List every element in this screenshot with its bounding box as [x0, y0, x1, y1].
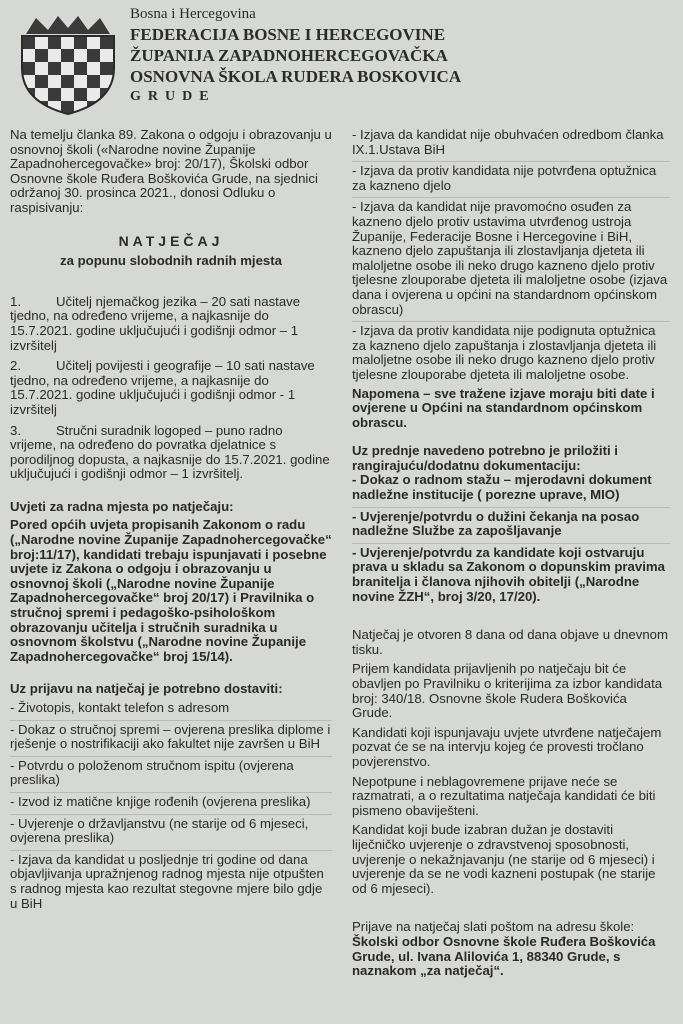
documents-heading: Uz prijavu na natječaj je potrebno dostaviti: [10, 681, 283, 697]
position-number: 2. [10, 358, 21, 374]
interview-paragraph: Kandidati koji ispunjavaju uvjete utvrđene natječajem pozvat će se na intervju kojeg će provesti tročlano povjerenstvo. [352, 724, 662, 769]
list-item: - Uvjerenje/potvrdu o dužini čekanja na posao nadležne Službe za zapošljavanje [352, 507, 670, 539]
notice-subtitle: za popunu slobodnih radnih mjesta [60, 253, 282, 269]
coat-of-arms-logo [16, 16, 120, 116]
send-address: Školski odbor Osnovne škole Ruđera Boškovića Grude, ul. Ivana Alilovića 1, 88340 Grude, s naznakom „za natječaj“. [352, 933, 656, 979]
left-column [10, 128, 332, 915]
list-item: - Izjava da kandidat nije obuhvaćen odredbom članka IX.1.Ustava BiH [352, 127, 664, 157]
open-period: Natječaj je otvoren 8 dana od dana objave u dnevnom tisku. [352, 627, 668, 657]
incomplete-paragraph: Nepotpune i neblagovremene prijave neće se razmatrati, a o rezultatima natječaja kandidati će biti pismeno obaviješteni. [352, 773, 656, 818]
list-item: - Životopis, kontakt telefon s adresom [10, 700, 230, 715]
conditions-heading: Uvjeti za radna mjesta po natječaju: [10, 498, 234, 514]
list-item: - Potvrdu o položenom stručnom ispitu (ovjerena preslika) [10, 756, 332, 788]
napomena-note: Napomena – sve tražene izjave moraju biti date i ovjerene u Općini na standardnom općinskom obrascu. [352, 385, 655, 430]
position-text: Učitelj njemačkog jezika – 20 sati nastave tjedno, na određeno vrijeme, a najkasnije do 15.7.2021. godine uključujući i godišnji odmor – 1 izvršitelj [10, 293, 301, 353]
position-item [10, 295, 332, 353]
position-item [10, 359, 332, 417]
chosen-candidate-paragraph: Kandidat koji bude izabran dužan je dostaviti liječničko uvjerenje o zdravstvenoj sposobnosti, uvjerenje o nekažnjavanju (ne starije od 6 mjeseci) i uvjerenje da se ne vodi kazneni postupak (ne starije od 6 mjeseci). [352, 822, 656, 896]
list-item: - Izjava da protiv kandidata nije podignuta optužnica za kazneno djelo zapuštanja i zlostavljanja djeteta ili maloljetne osobe ili neko drugo kazneno djelo protiv tjelesne zlouporabe djeteta ili maloljetne osobe. [352, 321, 670, 382]
school-header [130, 4, 461, 107]
extra-docs-heading: Uz prednje navedeno potrebno je priložiti i rangirajuću/dodatnu dokumentaciju: [352, 443, 618, 473]
list-item: - Dokaz o radnom stažu – mjerodavni dokument nadležne institucije ( porezne uprave, MIO) [352, 472, 652, 503]
header-federation: FEDERACIJA BOSNE I HERCEGOVINE [130, 25, 446, 44]
selection-paragraph: Prijem kandidata prijavljenih po natječaju bit će obavljen po Pravilniku o kriterijima za izbor kandidata broj: 340/18. Osnovne škole Rudera Boškovića Grude. [352, 661, 663, 721]
send-paragraph [352, 920, 670, 978]
intro-paragraph: Na temelju članka 89. Zakona o odgoju i obrazovanju u osnovnoj školi («Narodne novine Županije Zapadnohercegovačke» broj: 20/17), Školski odbor Osnovne škole Ruđera Boškovića Grude, na sjednici održanoj 30. prosinca 2021., donosi Odluku o raspisivanju: [10, 127, 332, 215]
position-text: Stručni suradnik logoped – puno radno vrijeme, na određeno do povratka djelatnice s porodiljnog dopusta, a najkasnije do 15.7.2021. godine uključujući i godišnji odmor – 1 izvršitelj. [10, 422, 330, 482]
documents-list-continued [352, 128, 670, 383]
list-item: - Uvjerenje o državljanstvu (ne starije od 6 mjeseci, ovjerena preslika) [10, 814, 332, 846]
list-item: - Uvjerenje/potvrdu za kandidate koji ostvaruju prava u skladu sa Zakonom o dopunskim pravima branitelja i članova njihovih obitelji („Narodne novine ŽZH“, broj 3/20, 17/20). [352, 543, 670, 604]
list-item: - Izjava da kandidat u posljednje tri godine od dana objavljivanja upražnjenog radnog mjesta nije otpušten s radnog mjesta kao rezultat stegovne mjere bilo gdje u BiH [10, 850, 332, 911]
header-country: Bosna i Hercegovina [130, 6, 256, 22]
right-column [352, 128, 670, 984]
list-item: - Izvod iz matične knjige rođenih (ovjerena preslika) [10, 792, 332, 810]
header-town: GRUDE [130, 89, 216, 104]
list-item: - Dokaz o stručnoj spremi – ovjerena preslika diplome i rješenje o nostrifikaciji ako fakultet nije završen u BiH [10, 721, 331, 752]
list-item: - Izjava da protiv kandidata nije potvrđena optužnica za kazneno djelo [352, 161, 670, 193]
position-text: Učitelj povijesti i geografije – 10 sati nastave tjedno, na određeno vrijeme, a najkasnije do 15.7.2021. godine uključujući i godišnji odmor - 1 izvršitelj [10, 358, 315, 417]
extra-docs-list [352, 473, 670, 604]
list-item: - Izjava da kandidat nije pravomoćno osuđen za kazneno djelo protiv ustavima utvrđenog ustroja Županije, Federacije Bosne i Hercegovine i BiH, kazneno djelo zapuštanja ili zlostavljanja djeteta ili maloljetne osobe ili neko drugo kazneno djelo protiv tjelesne zlouporabe djeteta ili maloljetne osobe (izjava dana i ovjerena u općini na standardnom općinskom obrascu) [352, 197, 670, 317]
position-number: 3. [10, 422, 21, 438]
position-item [10, 424, 332, 482]
header-county: ŽUPANIJA ZAPADNOHERCEGOVAČKA [130, 46, 448, 65]
documents-list [10, 701, 332, 911]
conditions-text: Pored općih uvjeta propisanih Zakonom o radu („Narodne novine Županije Zapadnohercegovačke“ broj:11/17), kandidati trebaju ispunjavati i posebne uvjete iz Zakona o odgoju i obrazovanju u osnovnoj školi („Narodne novine Županije Zapadnohercegovačke“ broj 20/17) i Pravilnika o stručnoj spremi i pedagoško-psihološkom obrazovanju učitelja i stručnih suradnika u osnovnom školstvu („Narodne novine Županije Zapadnohercegovačke“ broj 15/14). [10, 517, 332, 664]
position-number: 1. [10, 293, 21, 309]
send-prefix: Prijave na natječaj slati poštom na adresu škole: [352, 919, 635, 935]
notice-title: NATJEČAJ [118, 232, 224, 249]
header-school: OSNOVNA ŠKOLA RUDERA BOSKOVICA [130, 67, 462, 86]
